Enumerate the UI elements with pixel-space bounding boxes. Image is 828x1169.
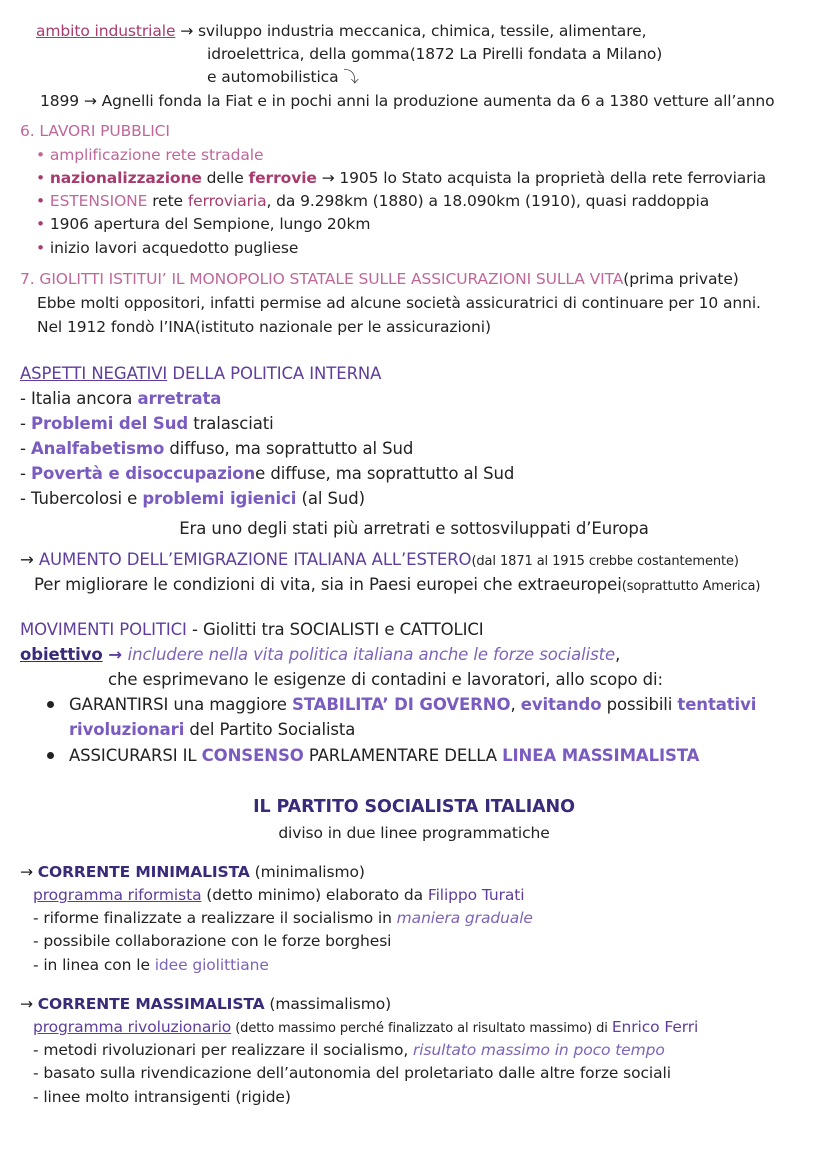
negativi-summary: Era uno degli stati più arretrati e sottosviluppati d’Europa	[179, 519, 649, 538]
bullet-dot	[47, 701, 54, 708]
bullet-dot	[47, 752, 54, 759]
massimalista-heading: → CORRENTE MASSIMALISTA (massimalismo)	[20, 995, 392, 1013]
emigrazione-line: Per migliorare le condizioni di vita, sia in Paesi europei che extraeuropei(soprattutto America)	[34, 575, 761, 594]
assicurazioni-line-1: Ebbe molti oppositori, infatti permise ad alcune società assicuratrici di continuare per 10 anni.	[37, 294, 761, 312]
lavori-item-2: • nazionalizzazione delle ferrovie → 1905 lo Stato acquista la proprietà della rete ferroviaria	[36, 169, 767, 187]
negativi-item-4: - Povertà e disoccupazione diffuse, ma soprattutto al Sud	[20, 464, 515, 483]
movimenti-obiettivo: obiettivo → includere nella vita politica italiana anche le forze socialiste,	[20, 645, 621, 664]
negativi-item-2: - Problemi del Sud tralasciati	[20, 414, 274, 433]
lavori-item-1: • amplificazione rete stradale	[36, 146, 264, 164]
minimalista-line-3: - in linea con le idee giolittiane	[33, 956, 269, 974]
minimalista-heading: → CORRENTE MINIMALISTA (minimalismo)	[20, 863, 365, 881]
assicurazioni-line-2: Nel 1912 fondò l’INA(istituto nazionale per le assicurazioni)	[37, 318, 491, 336]
industria-line-1: ambito industriale → sviluppo industria meccanica, chimica, tessile, alimentare,	[36, 22, 647, 40]
industria-line-3: e automobilistica ⤵	[207, 68, 359, 86]
emigrazione-heading: → AUMENTO DELL’EMIGRAZIONE ITALIANA ALL’ESTERO(dal 1871 al 1915 crebbe costantemente)	[20, 550, 739, 569]
fiat-line: 1899 → Agnelli fonda la Fiat e in pochi anni la produzione aumenta da 6 a 1380 vetture all’anno	[40, 92, 775, 110]
negativi-heading: ASPETTI NEGATIVI DELLA POLITICA INTERNA	[20, 364, 382, 383]
movimenti-bullet-1: GARANTIRSI una maggiore STABILITA’ DI GOVERNO, evitando possibili tentativi	[69, 695, 757, 714]
massimalista-programma: programma rivoluzionario (detto massimo perché finalizzato al risultato massimo) di Enrico Ferri	[33, 1018, 699, 1036]
minimalista-line-1: - riforme finalizzate a realizzare il socialismo in maniera graduale	[33, 909, 533, 927]
psi-title: IL PARTITO SOCIALISTA ITALIANO	[253, 797, 575, 817]
lavori-item-4: • 1906 apertura del Sempione, lungo 20km	[36, 215, 371, 233]
minimalista-line-2: - possibile collaborazione con le forze borghesi	[33, 932, 392, 950]
lavori-heading: 6. LAVORI PUBBLICI	[20, 122, 170, 140]
movimenti-bullet-2: ASSICURARSI IL CONSENSO PARLAMENTARE DELLA LINEA MASSIMALISTA	[69, 746, 700, 765]
lavori-item-3: • ESTENSIONE rete ferroviaria, da 9.298km (1880) a 18.090km (1910), quasi raddoppia	[36, 192, 710, 210]
psi-subtitle: diviso in due linee programmatiche	[278, 824, 550, 842]
movimenti-heading: MOVIMENTI POLITICI - Giolitti tra SOCIALISTI e CATTOLICI	[20, 620, 484, 639]
negativi-item-5: - Tubercolosi e problemi igienici (al Sud)	[20, 489, 365, 508]
movimenti-bullet-1-cont: rivoluzionari del Partito Socialista	[69, 720, 356, 739]
industria-label: ambito industriale	[36, 22, 176, 40]
lavori-item-5: • inizio lavori acquedotto pugliese	[36, 239, 299, 257]
industria-line-2: idroelettrica, della gomma(1872 La Pirelli fondata a Milano)	[207, 45, 663, 63]
massimalista-line-2: - basato sulla rivendicazione dell’autonomia del proletariato dalle altre forze sociali	[33, 1064, 671, 1082]
massimalista-line-3: - linee molto intransigenti (rigide)	[33, 1088, 291, 1106]
negativi-item-1: - Italia ancora arretrata	[20, 389, 222, 408]
minimalista-programma: programma riformista (detto minimo) elaborato da Filippo Turati	[33, 886, 525, 904]
movimenti-line-2: che esprimevano le esigenze di contadini e lavoratori, allo scopo di:	[108, 670, 663, 689]
negativi-item-3: - Analfabetismo diffuso, ma soprattutto al Sud	[20, 439, 414, 458]
assicurazioni-heading: 7. GIOLITTI ISTITUI’ IL MONOPOLIO STATALE SULLE ASSICURAZIONI SULLA VITA(prima private)	[20, 270, 739, 288]
massimalista-line-1: - metodi rivoluzionari per realizzare il socialismo, risultato massimo in poco tempo	[33, 1041, 665, 1059]
